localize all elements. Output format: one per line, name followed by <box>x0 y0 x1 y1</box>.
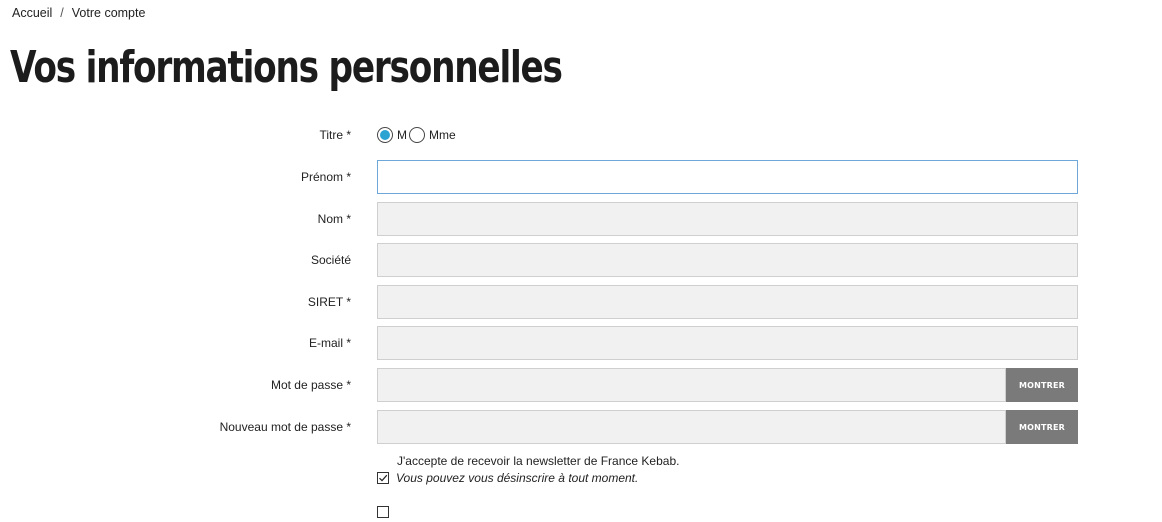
title-radio-m[interactable] <box>377 127 393 143</box>
newsletter-note: Vous pouvez vous désinscrire à tout moment. <box>396 471 639 485</box>
breadcrumb-separator: / <box>60 6 64 20</box>
new-password-label: Nouveau mot de passe * <box>219 420 351 434</box>
siret-row <box>0 285 1162 319</box>
title-radio-group <box>377 124 458 146</box>
firstname-input[interactable] <box>377 160 1078 194</box>
title-radio-m-label: M <box>397 128 407 142</box>
company-label: Société <box>310 253 351 267</box>
new-password-input[interactable] <box>377 410 1006 444</box>
firstname-label: Prénom * <box>300 170 351 184</box>
new-password-row <box>0 410 1162 444</box>
title-row <box>0 118 1162 152</box>
firstname-row <box>0 160 1162 194</box>
title-radio-mme[interactable] <box>409 127 425 143</box>
lastname-label: Nom * <box>317 212 351 226</box>
title-radio-mme-label: Mme <box>429 128 456 142</box>
page-title: Vos informations personnelles <box>10 42 562 93</box>
company-input[interactable] <box>377 243 1078 277</box>
newsletter-text: J'accepte de recevoir la newsletter de France Kebab. <box>397 454 680 468</box>
title-label: Titre * <box>319 128 351 142</box>
email-row <box>0 326 1162 360</box>
breadcrumb-home-link[interactable]: Accueil <box>12 6 53 20</box>
breadcrumb <box>12 6 145 20</box>
password-input[interactable] <box>377 368 1006 402</box>
password-label: Mot de passe * <box>270 378 351 392</box>
lastname-input[interactable] <box>377 202 1078 236</box>
breadcrumb-current-link[interactable]: Votre compte <box>71 6 146 20</box>
password-row <box>0 368 1162 402</box>
siret-label: SIRET * <box>307 295 351 309</box>
newsletter-checkbox[interactable] <box>377 472 389 484</box>
checkmark-icon <box>378 473 388 483</box>
show-password-button[interactable]: MONTRER <box>1006 368 1078 402</box>
siret-input[interactable] <box>377 285 1078 319</box>
email-input[interactable] <box>377 326 1078 360</box>
newsletter-block <box>377 453 679 487</box>
lastname-row <box>0 202 1162 236</box>
show-new-password-button[interactable]: MONTRER <box>1006 410 1078 444</box>
email-label: E-mail * <box>308 336 351 350</box>
company-row <box>0 243 1162 277</box>
second-checkbox[interactable] <box>377 506 389 518</box>
